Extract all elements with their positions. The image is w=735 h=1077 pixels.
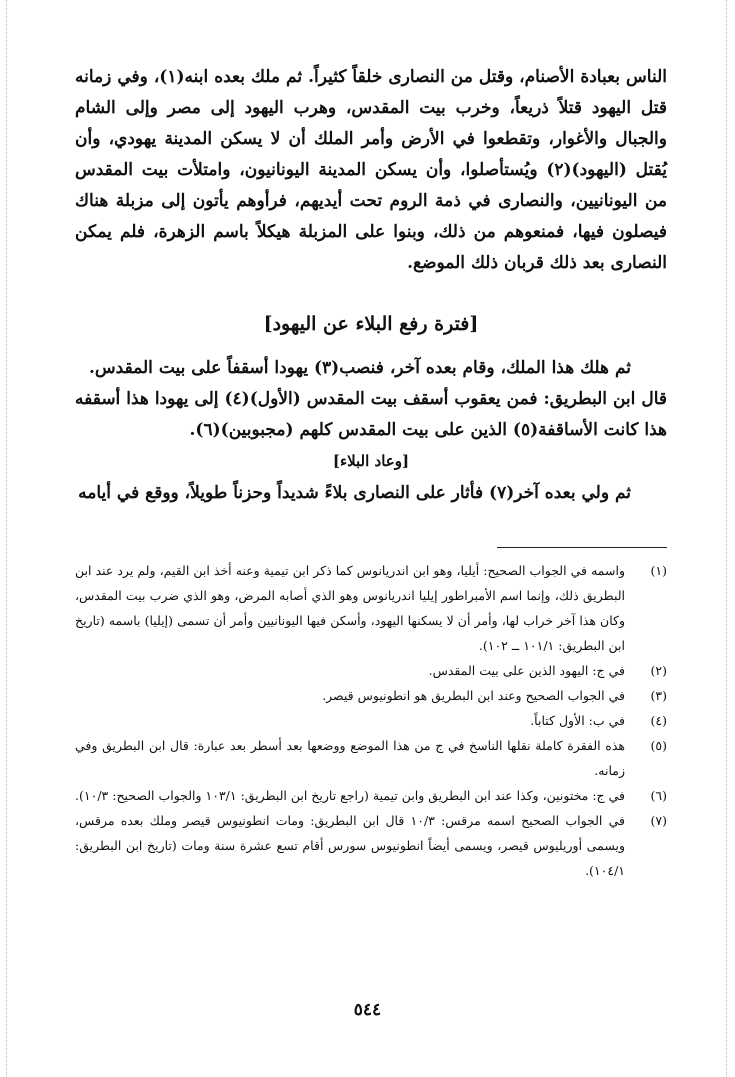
footnote-text: في ج: مختونين، وكذا عند ابن البطريق وابن تيمية (راجع تاريخ ابن البطريق: ١٠٣/١ والجواب الصحيح: ١٠/٣). xyxy=(75,788,625,803)
body-paragraph: الناس بعبادة الأصنام، وقتل من النصارى خلقاً كثيراً. ثم ملك بعده ابنه(١)، وفي زمانه قتل اليهود قتلاً ذريعاً، وخرب بيت المقدس، وهرب اليهود إلى مصر وإلى الشام والجبال والأغوار، وتقطعوا في الأرض وأمر الملك أن لا يسكن المدينة يهودي، وأن يُقتل (اليهود)(٢) ويُستأصلوا، وأن يسكن المدينة اليونانيون، وامتلأت بيت المقدس من اليونانيين، والنصارى في ذمة الروم تحت أيديهم، فرأوهم يأتون إلى مزبلة هناك فيصلون فيها، فمنعوهم من ذلك، وبنوا على المزبلة هيكلاً باسم الزهرة، فلم يمكن النصارى بعد ذلك قربان ذلك الموضع. xyxy=(75,67,667,273)
section-heading: [فترة رفع البلاء عن اليهود] xyxy=(263,313,479,335)
footnote-number: (٦) xyxy=(650,788,667,803)
page-number: ٥٤٤ xyxy=(353,1000,382,1020)
footnotes xyxy=(75,558,667,883)
footnote-number: (٣) xyxy=(650,688,667,703)
section-paragraph: ثم هلك هذا الملك، وقام بعده آخر، فنصب(٣) يهودا أسقفاً على بيت المقدس. xyxy=(88,358,631,378)
book-page xyxy=(75,62,667,1062)
section-paragraph: قال ابن البطريق: فمن يعقوب أسقف بيت المقدس (الأول)(٤) إلى يهودا هذا أسقفه هذا كانت الأساقفة(٥) الذين على بيت المقدس كلهم (مجبوبين)(٦). xyxy=(75,389,668,440)
footnote xyxy=(75,783,667,808)
footnote xyxy=(75,708,667,733)
footnote-number: (٧) xyxy=(650,813,667,828)
footnote xyxy=(75,808,667,883)
footnote-number: (٥) xyxy=(650,738,667,753)
footnote xyxy=(75,733,667,783)
footnote-text: في ج: اليهود الذين على بيت المقدس. xyxy=(428,663,625,678)
footnote-separator xyxy=(497,547,667,548)
footnote-text: هذه الفقرة كاملة نقلها الناسخ في ج من هذا الموضع ووضعها بعد أسطر بعد عبارة: قال ابن البطريق وفي زمانه. xyxy=(75,738,625,778)
footnote-number: (٤) xyxy=(650,713,667,728)
footnote-text: في الجواب الصحيح وعند ابن البطريق هو انطونيوس قيصر. xyxy=(322,688,625,703)
footnote-text: في الجواب الصحيح اسمه مرقس: ١٠/٣ قال ابن البطريق: ومات انطونيوس قيصر وملك بعده مرقس، ويسمى أوريليوس قيصر، ويسمى أيضاً انطونيوس سورس أقام تسع عشرة سنة ومات (تاريخ ابن البطريق: ١٠٤/١). xyxy=(75,813,625,878)
page-edge-dotted-line-right xyxy=(726,0,727,1077)
footnote xyxy=(75,558,667,658)
last-paragraph: ثم ولي بعده آخر(٧) فأثار على النصارى بلاءً شديداً وحزناً طويلاً، ووقع في أيامه xyxy=(78,483,631,503)
section-subheading: [وعاد البلاء] xyxy=(332,452,410,470)
footnote-number: (٢) xyxy=(650,663,667,678)
footnote xyxy=(75,658,667,683)
footnote-text: في ب: الأول كتاباً. xyxy=(530,713,625,728)
footnote xyxy=(75,683,667,708)
page-edge-dotted-line-left xyxy=(6,0,7,1077)
footnote-number: (١) xyxy=(650,563,667,578)
footnote-text: واسمه في الجواب الصحيح: أيليا، وهو ابن اندريانوس كما ذكر ابن تيمية وعنه أخذ ابن القيم، ولم يرد عند ابن البطريق ذلك، وإنما اسم الأمبراطور إيليا اندريانوس وهو الذي أصابه المرض، وهو الذي ضرب بيت المقدس، وكان هذا آخر خراب لها، وأمر أن لا يسكنها اليهود، وأسكن فيها اليونانيين وأمر أن تسمى (إيليا) باسمه (تاريخ ابن البطريق: ١٠١/١ ــ ١٠٢). xyxy=(75,563,625,653)
